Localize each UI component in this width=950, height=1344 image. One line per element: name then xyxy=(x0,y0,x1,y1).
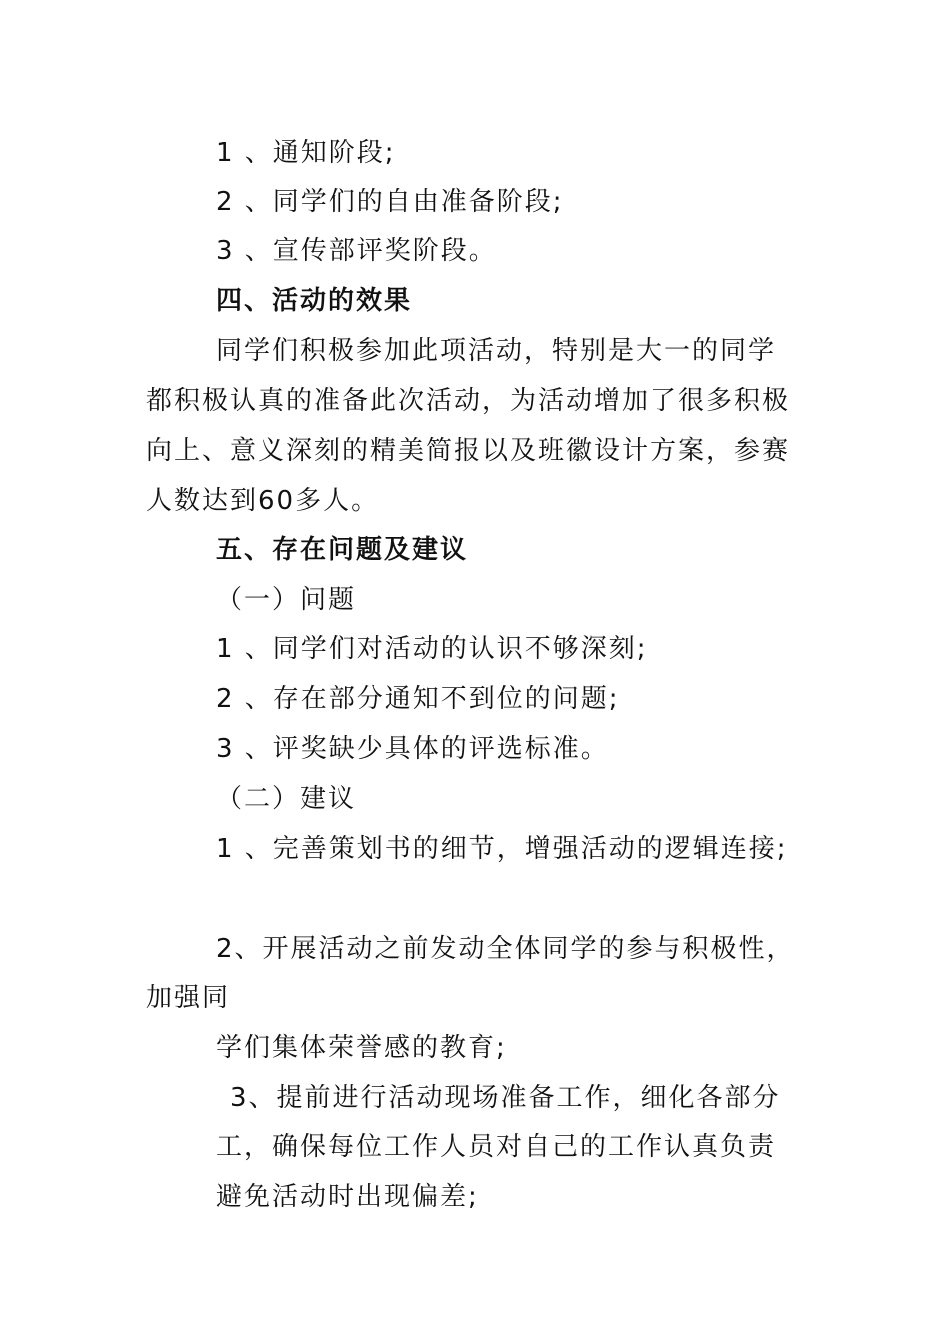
suggestion-item-2-line-3: 学们集体荣誉感的教育; xyxy=(216,1033,507,1063)
effects-paragraph-line-1: 同学们积极参加此项活动，特别是大一的同学 xyxy=(216,336,777,366)
suggestion-item-2-line-1: 2、开展活动之前发动全体同学的参与积极性， xyxy=(216,934,795,964)
suggestion-item-3-line-2: 工，确保每位工作人员对自己的工作认真负责 xyxy=(216,1132,777,1162)
stage-item-2: 2 、同学们的自由准备阶段; xyxy=(216,187,564,217)
effects-paragraph-line-4: 人数达到60多人。 xyxy=(146,486,380,516)
suggestion-item-1: 1 、完善策划书的细节，增强活动的逻辑连接; xyxy=(216,834,788,864)
section-heading-issues: 五、存在问题及建议 xyxy=(216,535,469,565)
stage-item-1: 1 、通知阶段; xyxy=(216,138,396,168)
suggestion-item-3-line-1: 3、提前进行活动现场准备工作，细化各部分 xyxy=(230,1083,781,1113)
effects-paragraph-line-2: 都积极认真的准备此次活动，为活动增加了很多积极 xyxy=(146,386,791,416)
subheading-problems: （一）问题 xyxy=(216,585,357,615)
section-heading-effects: 四、活动的效果 xyxy=(216,286,413,316)
problem-item-2: 2 、存在部分通知不到位的问题; xyxy=(216,684,620,714)
stage-item-3: 3 、宣传部评奖阶段。 xyxy=(216,236,497,266)
problem-item-1: 1 、同学们对活动的认识不够深刻; xyxy=(216,634,648,664)
effects-paragraph-line-3: 向上、意义深刻的精美简报以及班徽设计方案，参赛 xyxy=(146,436,791,466)
problem-item-3: 3 、评奖缺少具体的评选标准。 xyxy=(216,734,609,764)
suggestion-item-2-line-2: 加强同 xyxy=(146,983,231,1013)
subheading-suggestions: （二）建议 xyxy=(216,784,357,814)
suggestion-item-3-line-3: 避免活动时出现偏差; xyxy=(216,1182,479,1212)
